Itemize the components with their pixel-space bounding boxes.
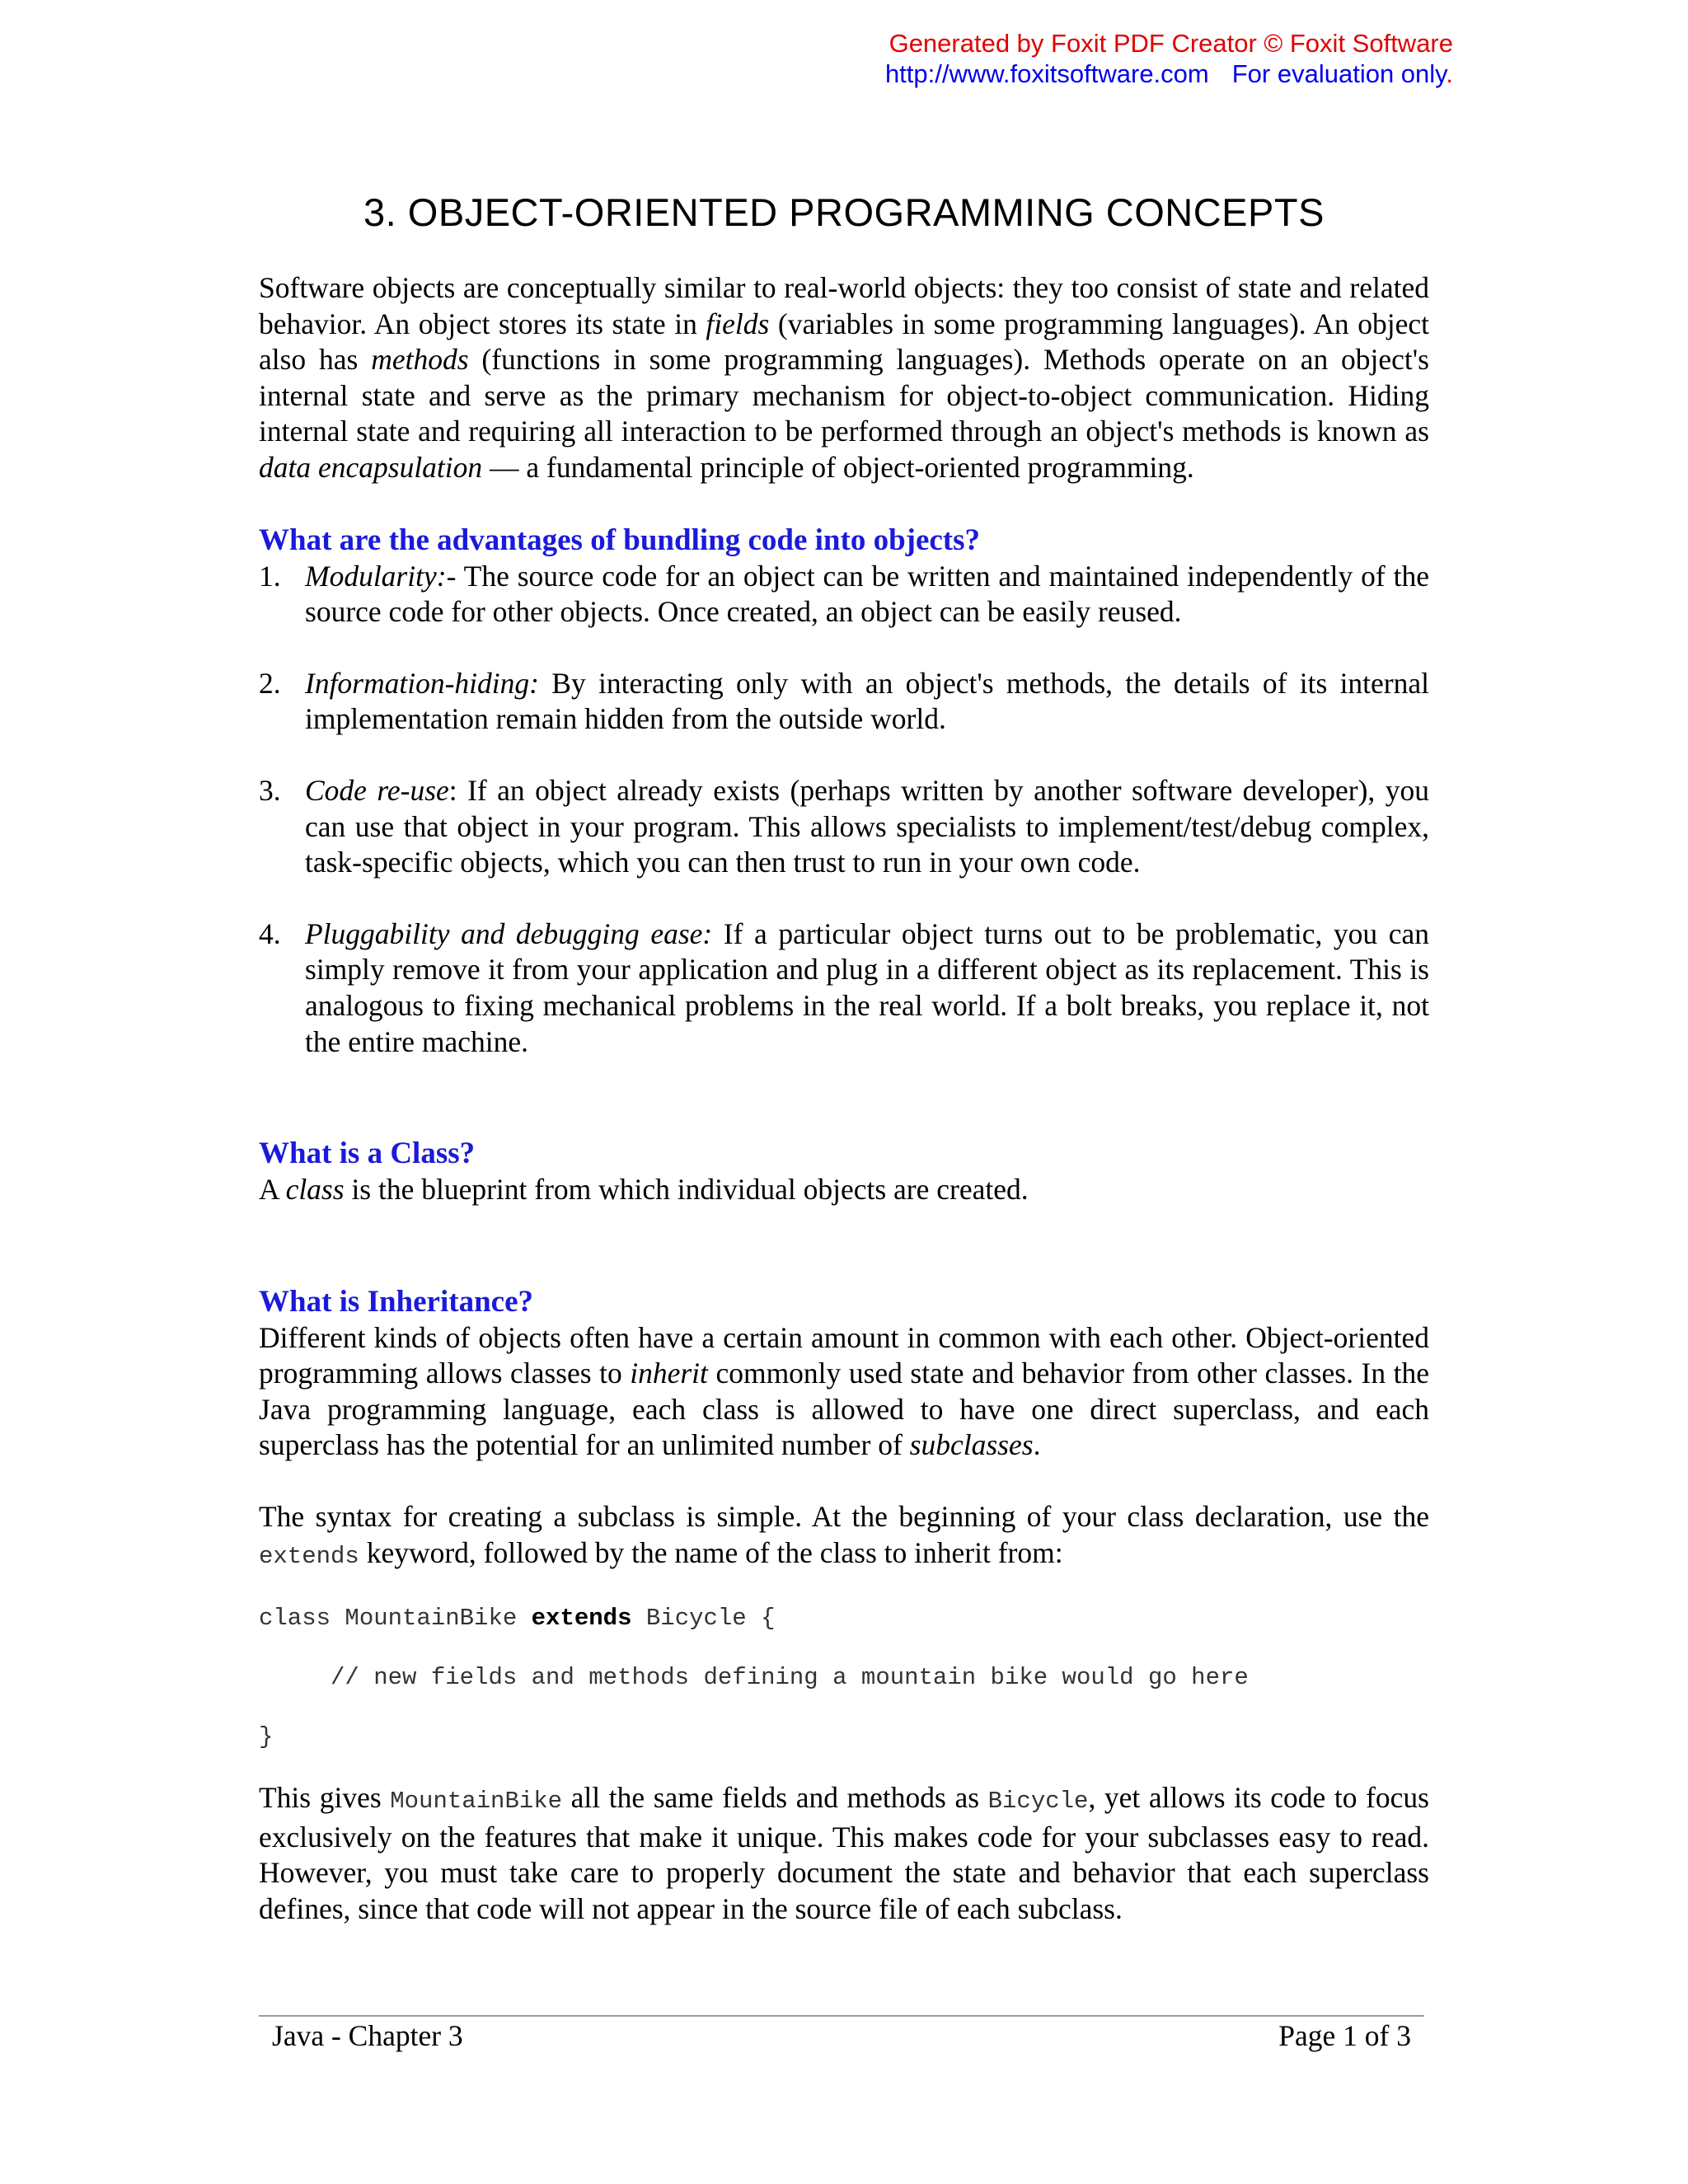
list-item bbox=[259, 773, 1429, 881]
gives-text-3: , yet allows its code to focus exclusively on the features that make it unique. This makes code for your subclasses easy to read. However, you must take care to properly document the state and behavior that each superclass defines, since that code will not appear in the source file of each subclass. bbox=[259, 1781, 1429, 1926]
intro-paragraph bbox=[259, 270, 1429, 486]
intro-term-methods: methods bbox=[371, 343, 469, 377]
code-extends-keyword: extends bbox=[531, 1605, 632, 1633]
syntax-text-2: keyword, followed by the name of the class to inherit from: bbox=[359, 1535, 1063, 1569]
extends-keyword-code: extends bbox=[259, 1542, 359, 1570]
mountainbike-code: MountainBike bbox=[390, 1788, 563, 1816]
list-term: Code re-use bbox=[305, 773, 449, 807]
bicycle-code: Bicycle bbox=[987, 1788, 1089, 1816]
inheritance-heading: What is Inheritance? bbox=[259, 1284, 533, 1319]
code-block bbox=[259, 1604, 1429, 1752]
intro-text-3: (functions in some programming languages). Methods operate on an object's internal state and serve as the primary mechanism for object-to-object communication. Hiding internal state and requiring all interaction to be performed through an object's methods is known as bbox=[259, 343, 1429, 448]
footer-chapter: Java - Chapter 3 bbox=[272, 2019, 463, 2052]
list-item bbox=[259, 559, 1429, 630]
syntax-text-1: The syntax for creating a subclass is simple. At the beginning of your class declaration, use the bbox=[259, 1500, 1429, 1534]
advantages-heading: What are the advantages of bundling code into objects? bbox=[259, 523, 981, 557]
list-number: 3. bbox=[259, 773, 281, 807]
footer-page-number: Page 1 of 3 bbox=[1278, 2019, 1411, 2052]
gives-text-2: all the same fields and methods as bbox=[562, 1781, 988, 1815]
watermark-evaluation-text: For evaluation only bbox=[1231, 59, 1447, 88]
class-term: class bbox=[285, 1173, 345, 1207]
code-line-2: // new fields and methods defining a mountain bike would go here bbox=[259, 1664, 1249, 1692]
watermark-dot: . bbox=[1446, 59, 1453, 88]
class-heading: What is a Class? bbox=[259, 1137, 476, 1171]
inheritance-text-3: . bbox=[1033, 1428, 1041, 1462]
list-number: 2. bbox=[259, 666, 281, 700]
intro-text-2: (variables in some programming languages). An object also has bbox=[259, 307, 1429, 377]
intro-text-1: Software objects are conceptually similar to real-world objects: they too consist of state and related behavior. An object stores its state in bbox=[259, 271, 1429, 340]
intro-term-fields: fields bbox=[706, 307, 770, 340]
class-text-1: A bbox=[259, 1173, 286, 1207]
inheritance-term-inherit: inherit bbox=[630, 1357, 708, 1390]
footer-divider bbox=[259, 2015, 1424, 2017]
list-text: - The source code for an object can be written and maintained independently of the source code for other objects. Once created, an object can be easily reused. bbox=[305, 559, 1429, 629]
inheritance-text-2: commonly used state and behavior from other classes. In the Java programming language, each class is allowed to have one direct superclass, and each superclass has the potential for an unlimited number of bbox=[259, 1357, 1429, 1462]
code-superclass: Bicycle { bbox=[631, 1605, 776, 1633]
list-term: Pluggability and debugging ease: bbox=[305, 916, 713, 950]
foxit-watermark bbox=[885, 28, 1453, 89]
code-line-3: } bbox=[259, 1723, 274, 1751]
watermark-generated-by: Generated by Foxit PDF Creator © Foxit Software bbox=[889, 29, 1453, 58]
list-item bbox=[259, 666, 1429, 738]
document-body bbox=[259, 270, 1429, 1928]
code-line-1 bbox=[259, 1604, 1429, 1633]
page-title: 3. OBJECT-ORIENTED PROGRAMMING CONCEPTS bbox=[363, 190, 1325, 234]
class-paragraph bbox=[259, 1172, 1429, 1208]
inheritance-paragraph-1 bbox=[259, 1320, 1429, 1464]
gives-text-1: This gives bbox=[259, 1781, 391, 1815]
inheritance-text-1: Different kinds of objects often have a certain amount in common with each other. Object-oriented programming allows classes to bbox=[259, 1320, 1429, 1390]
list-number: 1. bbox=[259, 559, 281, 593]
intro-text-4: — a fundamental principle of object-oriented programming. bbox=[482, 450, 1194, 484]
intro-term-encapsulation: data encapsulation bbox=[259, 450, 483, 484]
code-class-decl: class MountainBike bbox=[259, 1605, 532, 1633]
inheritance-term-subclasses: subclasses bbox=[909, 1428, 1034, 1462]
list-item bbox=[259, 916, 1429, 1060]
list-text: : If an object already exists (perhaps written by another software developer), you can use that object in your program. This allows specialists to implement/test/debug complex, task-specific objects, which you can then trust to run in your own code. bbox=[305, 773, 1429, 879]
list-term: Information-hiding: bbox=[305, 666, 539, 700]
inheritance-paragraph-2 bbox=[259, 1499, 1429, 1574]
inheritance-paragraph-3 bbox=[259, 1780, 1429, 1927]
list-term: Modularity: bbox=[305, 559, 447, 593]
watermark-links bbox=[885, 59, 1453, 89]
class-text-2: is the blueprint from which individual objects are created. bbox=[344, 1173, 1029, 1207]
watermark-url-link[interactable]: http://www.foxitsoftware.com bbox=[884, 59, 1209, 88]
list-text: By interacting only with an object's methods, the details of its internal implementation remain hidden from the outside world. bbox=[305, 666, 1429, 736]
list-text: If a particular object turns out to be problematic, you can simply remove it from your application and plug in a different object as its replacement. This is analogous to fixing mechanical problems in the real world. If a bolt breaks, you replace it, not the entire machine. bbox=[305, 916, 1430, 1058]
list-number: 4. bbox=[259, 916, 281, 950]
